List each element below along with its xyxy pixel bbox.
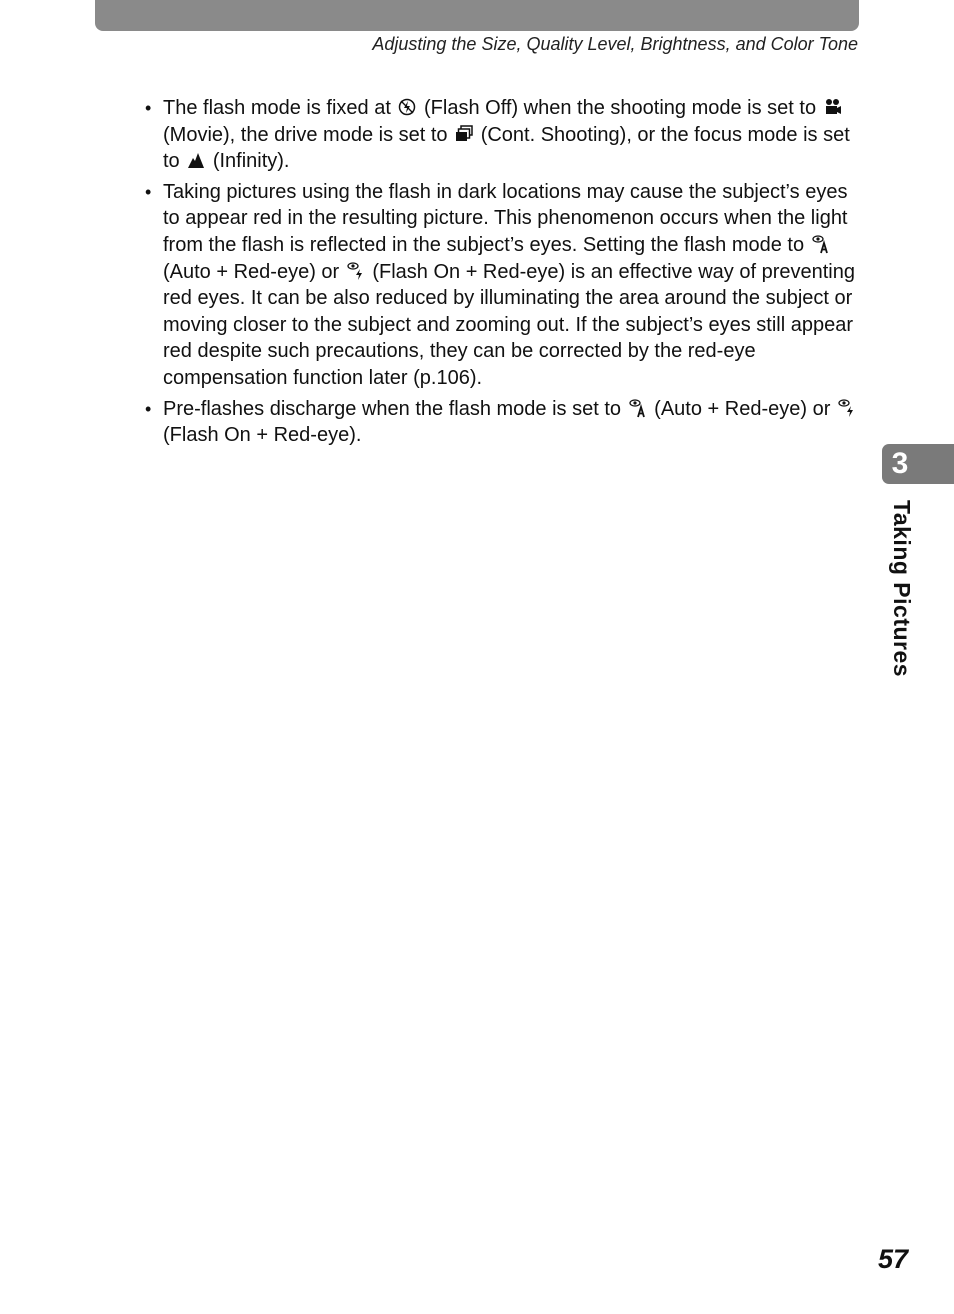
- page-number: 57: [877, 1244, 908, 1274]
- bullet-dot: •: [145, 98, 152, 118]
- bullet-item: [145, 396, 860, 449]
- bullet-text: (Cont. Shooting), or the focus mode is set to: [163, 123, 850, 173]
- bullet-text: The flash mode is fixed at: [163, 97, 391, 119]
- bullet-dot: •: [145, 398, 152, 419]
- bullet-text: (Auto + Red-eye) or: [163, 260, 340, 283]
- infinity-mountain-icon: [186, 150, 206, 170]
- bullet-text: (Flash On + Red-eye).: [163, 424, 362, 447]
- movie-icon: [823, 97, 843, 117]
- flash-off-icon: [397, 97, 417, 117]
- flash-on-red-eye-icon: [837, 398, 857, 418]
- bullet-text: Pre-flashes discharge when the flash mode is set to: [163, 397, 622, 420]
- chapter-tab: [882, 444, 954, 484]
- auto-red-eye-icon: [811, 234, 831, 254]
- bullet-dot: •: [145, 181, 152, 202]
- flash-on-red-eye-icon: [346, 261, 366, 281]
- bullet-item: [145, 179, 860, 392]
- bullet-text: (Flash On + Red-eye) is an effective way of preventing red eyes. It can be also reduced by illuminating the area around the subject or moving closer to the subject and zooming out. If the subject’s eyes still appear red despite such precautions, they can be corrected by the red-eye compensation function later (p.106).: [163, 260, 855, 389]
- continuous-shooting-icon: [454, 124, 474, 144]
- bullet-text: Taking pictures using the flash in dark locations may cause the subject’s eyes to appear red in the resulting picture. This phenomenon occurs when the light from the flash is reflected in the subject’s eyes. Setting the flash mode to: [163, 180, 848, 256]
- bullet-text: (Movie), the drive mode is set to: [163, 123, 448, 146]
- bullet-text: (Flash Off) when the shooting mode is set to: [424, 97, 817, 119]
- chapter-number: 3: [891, 447, 909, 480]
- running-header: Adjusting the Size, Quality Level, Brightness, and Color Tone: [372, 34, 858, 54]
- header-bar: [95, 0, 859, 31]
- bullet-item: [145, 95, 860, 175]
- bullet-text: (Auto + Red-eye) or: [654, 397, 831, 420]
- auto-red-eye-icon: [628, 398, 648, 418]
- bullet-list: [145, 95, 860, 453]
- bullet-text: (Infinity).: [212, 150, 290, 173]
- chapter-title: Taking Pictures: [889, 500, 915, 678]
